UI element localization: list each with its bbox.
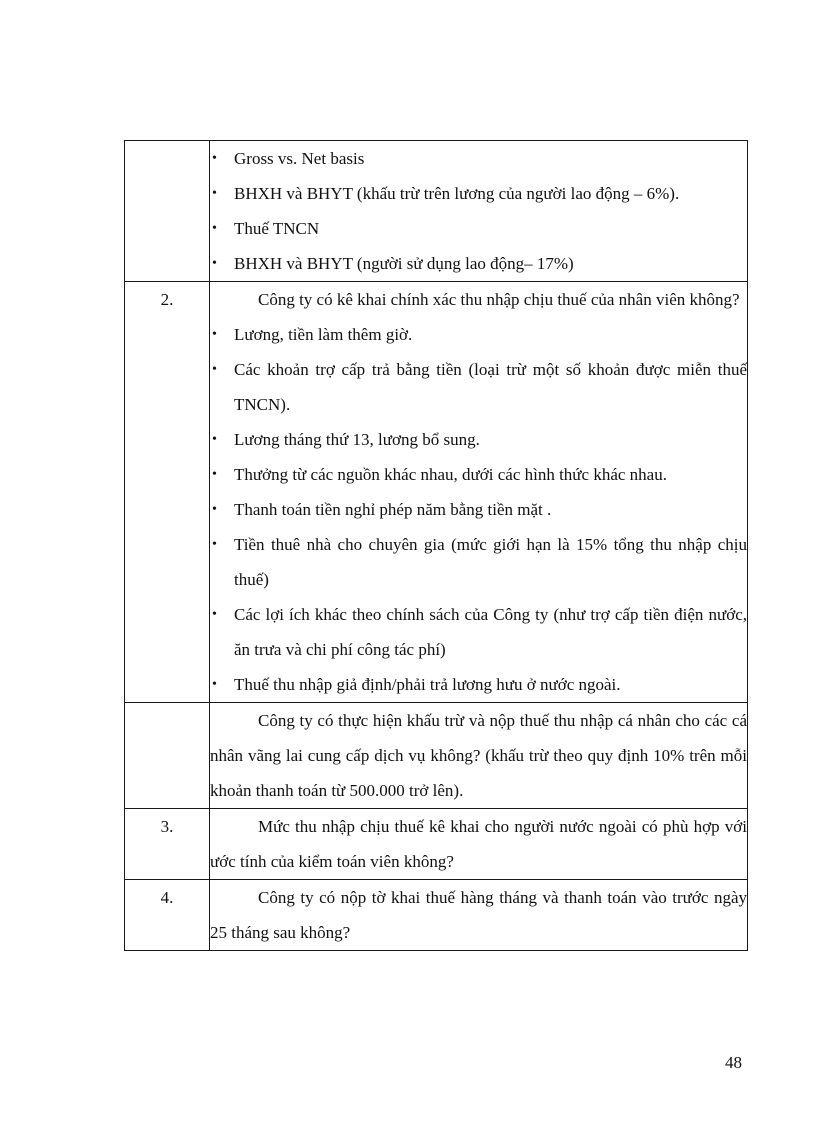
row-number: 4.: [125, 880, 210, 951]
question-text: Mức thu nhập chịu thuế kê khai cho người nước ngoài có phù hợp với ước tính của kiểm toán viên không?: [210, 817, 747, 871]
list-item: [210, 597, 747, 667]
row-number: [125, 703, 210, 809]
list-item: [210, 141, 747, 176]
list-item: [210, 211, 747, 246]
row-content: [210, 880, 748, 951]
bullet-icon: •: [212, 607, 217, 622]
list-item-text: BHXH và BHYT (khấu trừ trên lương của người lao động – 6%).: [234, 184, 680, 203]
list-item: [210, 527, 747, 597]
list-item: [210, 457, 747, 492]
row-number: [125, 141, 210, 282]
bullet-icon: •: [212, 221, 217, 236]
bullet-icon: •: [212, 537, 217, 552]
list-item-text: Thanh toán tiền nghỉ phép năm bằng tiền mặt .: [234, 500, 552, 519]
list-item: [210, 492, 747, 527]
list-item-text: Thưởng từ các nguồn khác nhau, dưới các hình thức khác nhau.: [234, 465, 667, 484]
bullet-icon: •: [212, 362, 217, 377]
row-content: [210, 809, 748, 880]
bullet-icon: •: [212, 432, 217, 447]
bullet-icon: •: [212, 256, 217, 271]
list-item-text: Thuế TNCN: [234, 219, 320, 238]
list-item-text: Thuế thu nhập giả định/phải trả lương hưu ở nước ngoài.: [234, 675, 621, 694]
list-item-text: Các khoản trợ cấp trả bằng tiền (loại trừ một số khoản được miễn thuế TNCN).: [234, 360, 747, 414]
list-item: [210, 176, 747, 211]
list-item-text: Lương, tiền làm thêm giờ.: [234, 325, 413, 344]
list-item: [210, 246, 747, 281]
page-number: 48: [725, 1053, 742, 1072]
table-row: [125, 141, 748, 282]
row-content: [210, 141, 748, 282]
row-content: [210, 703, 748, 809]
table-row: [125, 880, 748, 951]
table-row: [125, 703, 748, 809]
row-number: 2.: [125, 282, 210, 703]
list-item: [210, 422, 747, 457]
question-text: Công ty có nộp tờ khai thuế hàng tháng và thanh toán vào trước ngày 25 tháng sau không?: [210, 888, 747, 942]
bullet-icon: •: [212, 186, 217, 201]
list-item: [210, 352, 747, 422]
bullet-icon: •: [212, 327, 217, 342]
bullet-icon: •: [212, 151, 217, 166]
row-content: [210, 282, 748, 703]
row-number: 3.: [125, 809, 210, 880]
list-item-text: Các lợi ích khác theo chính sách của Công ty (như trợ cấp tiền điện nước, ăn trưa và chi phí công tác phí): [234, 605, 747, 659]
bullet-list: [210, 141, 747, 281]
list-item-text: Tiền thuê nhà cho chuyên gia (mức giới hạn là 15% tổng thu nhập chịu thuế): [234, 535, 747, 589]
list-item: [210, 317, 747, 352]
audit-checklist-table: [124, 140, 748, 951]
list-item-text: Gross vs. Net basis: [234, 149, 365, 168]
question-text: Công ty có thực hiện khấu trừ và nộp thuế thu nhập cá nhân cho các cá nhân vãng lai cung cấp dịch vụ không? (khấu trừ theo quy định 10% trên mỗi khoản thanh toán từ 500.000 trở lên).: [210, 711, 747, 800]
table-row: [125, 809, 748, 880]
list-item-text: BHXH và BHYT (người sử dụng lao động– 17%): [234, 254, 574, 273]
bullet-list: [210, 317, 747, 702]
table-body: [125, 141, 748, 951]
table-row: [125, 282, 748, 703]
question-text: Công ty có kê khai chính xác thu nhập chịu thuế của nhân viên không?: [258, 290, 740, 309]
bullet-icon: •: [212, 467, 217, 482]
bullet-icon: •: [212, 677, 217, 692]
list-item-text: Lương tháng thứ 13, lương bổ sung.: [234, 430, 480, 449]
bullet-icon: •: [212, 502, 217, 517]
list-item: [210, 667, 747, 702]
